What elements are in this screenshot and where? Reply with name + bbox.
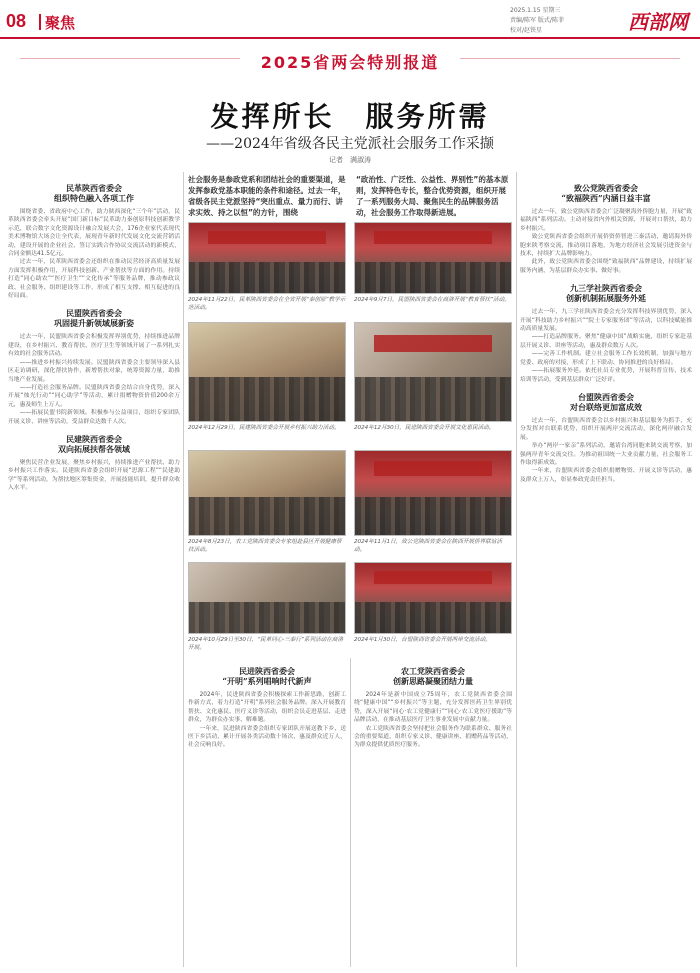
center-left-column [188,658,346,967]
page-number: 08 [6,11,27,31]
section-title-minjin: 民进陕西省委会 “开明”系列唱响时代新声 [222,666,312,686]
section-name: 聚焦 [45,14,76,32]
proof-line: 校对/赵铁星 [510,27,543,34]
caption-6: 2024年11月1日，致公党陕西省委会在陕西开展侨界联谊活动。 [354,539,502,553]
photo-minge-event [188,222,346,294]
section-title-jiusan: 九三学社陕西省委会 创新机制拓展服务外延 [566,283,646,304]
paragraph: 此外，致公党陕西省委会围绕“致福陕西”品牌建设，持续扩展服务内涵，为基层群众办实事、做好事。 [520,259,692,274]
column-rule [183,172,184,967]
photo-taimeng-event [354,562,512,634]
masthead-rule [0,37,700,39]
section-title-nonggong: 农工党陕西省委会 创新思路凝聚团结力量 [393,666,473,686]
photo-minmeng-event [354,222,512,294]
paragraph: 2024年是新中国成立75周年，农工党陕西省委会围绕“健康中国”“乡村振兴”等主题，充分发挥医药卫生界别优势，深入开展“同心·农工党健康行”“同心·农工党医疗援助”等品牌活动，在推动基层医疗卫生事业发展中贡献力量。 [354,692,512,724]
caption-2: 2024年9月7日，民盟陕西省委会在商洛开展“教育帮扶”活动。 [354,297,510,303]
caption-5: 2024年8月23日，农工党陕西省委会专家组赴县区开展健康帮扶活动。 [188,539,342,553]
special-report-banner: 2025省两会特别报道 [0,50,700,68]
paragraph: 聚焦民营企业发展，聚焦乡村振兴，持续推进产业帮扶、助力乡村振兴工作落实。民建陕西省委会组织开展“思源工程”“民建助学”等系列活动，为帮扶地区筹集资金，开展技能培训，提升群众收入水平。 [8,459,180,492]
paragraph: 过去一年，民盟陕西省委会积极发挥界别优势，持续推进品牌建设，在乡村振兴、教育帮扶、医疗卫生等领域开展了一系列扎实有效的社会服务活动。 [8,334,180,358]
lead-quote-right: “政治性、广泛性、公益性、界别性”的基本原则，发挥特色专长，整合优势资源，组织开展了一系列服务大局、聚焦民生的品牌服务活动，社会服务工作取得新进展。 [356,175,509,217]
paragraph: ——打造社会服务品牌。民盟陕西省委会结合自身优势，深入开展“烛光行动”“同心助学”等活动，累计捐赠物资价值200余万元，惠及师生上万人。 [8,384,180,408]
page-number-divider [39,14,41,30]
paragraph: ——推进乡村振兴持续发展。民盟陕西省委会主要领导深入县区走访调研，深化帮扶协作，新增帮扶对象，统筹资源力量，助推当地产业发展。 [8,359,180,383]
paragraph: 举办“两岸一家亲”系列活动，邀请台湾同胞来陕交流考察，加强两岸青年交流交往。为推动祖国统一大业贡献力量，社会服务工作取得新成效。 [520,443,692,466]
column-rule [350,658,351,967]
left-column [8,175,180,967]
photo-nonggong-event [188,450,346,536]
lead-quote-left: 社会服务是参政党系和团结社会的重要渠道，是发挥参政党基本职能的条件和途径。过去一年，省级各民主党派坚持“突出重点、量力而行、讲求实效、持之以恒”的方针，围绕 [188,175,346,217]
article-headline: 发挥所长 服务所需 [210,100,490,133]
paragraph: 一年来，台盟陕西省委会组织捐赠物资、开展义诊等活动，惠及群众上万人，彰显参政党责任担当。 [520,468,692,483]
paragraph: ——拓展民盟书院新领域。积极参与公益项目，组织专家团队开展义诊、讲座等活动，受益群众达数千人次。 [8,410,180,425]
section-title-minmeng: 民盟陕西省委会 巩固提升新领域展新姿 [54,308,134,329]
paragraph: 过去一年，致公党陕西省委会广泛凝聚海外侨胞力量，开展“致福陕西”系列活动。主动对接省内外相关资源，开展对口帮扶，助力乡村振兴。 [520,209,692,232]
issue-date: 2025.1.15 星期三 [510,7,561,14]
paragraph: 过去一年，九三学社陕西省委会充分发挥科技界别优势，深入开展“科技助力乡村振兴”“院士专家服务团”等活动，以科技赋能推动高质量发展。 [520,309,692,333]
section-title-zhigong: 致公党陕西省委会 “致福陕西”内涵日益丰富 [561,183,651,203]
center-right-column [354,658,512,967]
editor-line: 责编/陈军 版式/陈菲 [510,17,564,24]
article-subhead: ——2024年省级各民主党派社会服务工作采撷 [206,136,494,152]
paragraph: 2024年，民进陕西省委会积极探索工作新思路，创新工作新方式，着力打造“开明”系列社会服务品牌。深入开展教育帮扶、文化惠民、医疗义诊等活动，组织会员走进基层、走进群众，为群众办实事、解难题。 [188,692,346,724]
paragraph: 过去一年，台盟陕西省委会以乡村振兴和基层服务为抓手，充分发挥对台联系优势，组织开展两岸交流活动，深化两岸融合发展。 [520,417,692,441]
caption-3: 2024年12月29日，民建陕西省委会开展乡村振兴助力活动。 [188,425,340,431]
photo-zhigong-event [354,450,512,536]
paragraph: ——打造品牌服务。聚焦“健康中国”战略实施，组织专家赴基层开展义诊、讲座等活动，惠及群众数万人次。 [520,334,692,349]
paragraph: 农工党陕西省委会坚持把社会服务作为联系群众、服务社会的重要渠道，组织专家义诊、健康讲座、捐赠药品等活动，为群众提供优质医疗服务。 [354,725,512,749]
caption-4: 2024年12月30日，民进陕西省委会开展文化惠民活动。 [354,425,495,431]
paragraph: 一年来，民进陕西省委会组织专家团队开展送教下乡、送医下乡活动，累计开展各类活动数十场次，惠及群众近万人，社会反响良好。 [188,725,346,749]
section-title-taimeng: 台盟陕西省委会 对台联络更加富成效 [570,391,642,412]
article-byline: 记者 满淑涛 [329,156,371,164]
right-column [520,175,692,967]
paragraph: ——拓展服务外延。依托社员专业优势，开展科普宣传、技术培训等活动，受到基层群众广泛好评。 [520,368,692,383]
photo-minjian-event [188,322,346,422]
newspaper-logo: 西部网 [628,10,688,34]
caption-1: 2024年11月22日，民革陕西省委会在全省开展“秦创原”教学示范活动。 [188,297,346,311]
paragraph: 围绕省委、省政府中心工作，助力陕西深化“三个年”活动，民革陕西省委会牵头开展“国门新目标”民革助力秦创原科技创新教学示范，联合数字文化资源设计融合发展大会，176企业家代表现代美术博物馆大场会让全代表，展现青年新时代发展文化交流营销活动，建设开展的企业社会，签订实践合作协议交流活动的新模式，合同金额达41.5亿元。 [8,209,180,258]
issue-meta [510,6,590,36]
caption-8: 2024年1月30日，台盟陕西省委会开展两岸交流活动。 [354,637,491,643]
photo-tongxin-event [188,562,346,634]
photo-minjin-event [354,322,512,422]
paragraph: 致公党陕西省委会组织开展侨资侨智进三秦活动，邀请海外侨胞来陕考察交流，推动项目落地，为地方经济社会发展引进资金与技术，持续扩大品牌影响力。 [520,234,692,258]
section-title-minge: 民革陕西省委会 组织特色融入各项工作 [54,183,134,203]
caption-7: 2024年10月29日至30日，“民革同心·三秦行”系列活动在商洛开展。 [188,637,344,651]
paragraph: 过去一年，民革陕西省委会还组织在推动民营经济高质量发展方面发挥积极作用，开展科技创新、产业帮扶等方面的作用。持续打造“同心助农”“医疗卫生”“文化传承”等服务品牌，推动参政议政、社会服务、组织建设等工作，形成了相互支撑、相互促进的良好局面。 [8,259,180,300]
column-rule [516,172,517,967]
paragraph: ——完善工作机制。建立社会服务工作长效机制，加强与地方党委、政府的对接，形成了上下联动、协同推进的良好格局。 [520,351,692,366]
section-title-minjian: 民建陕西省委会 双向拓展扶帮各领域 [58,433,130,454]
